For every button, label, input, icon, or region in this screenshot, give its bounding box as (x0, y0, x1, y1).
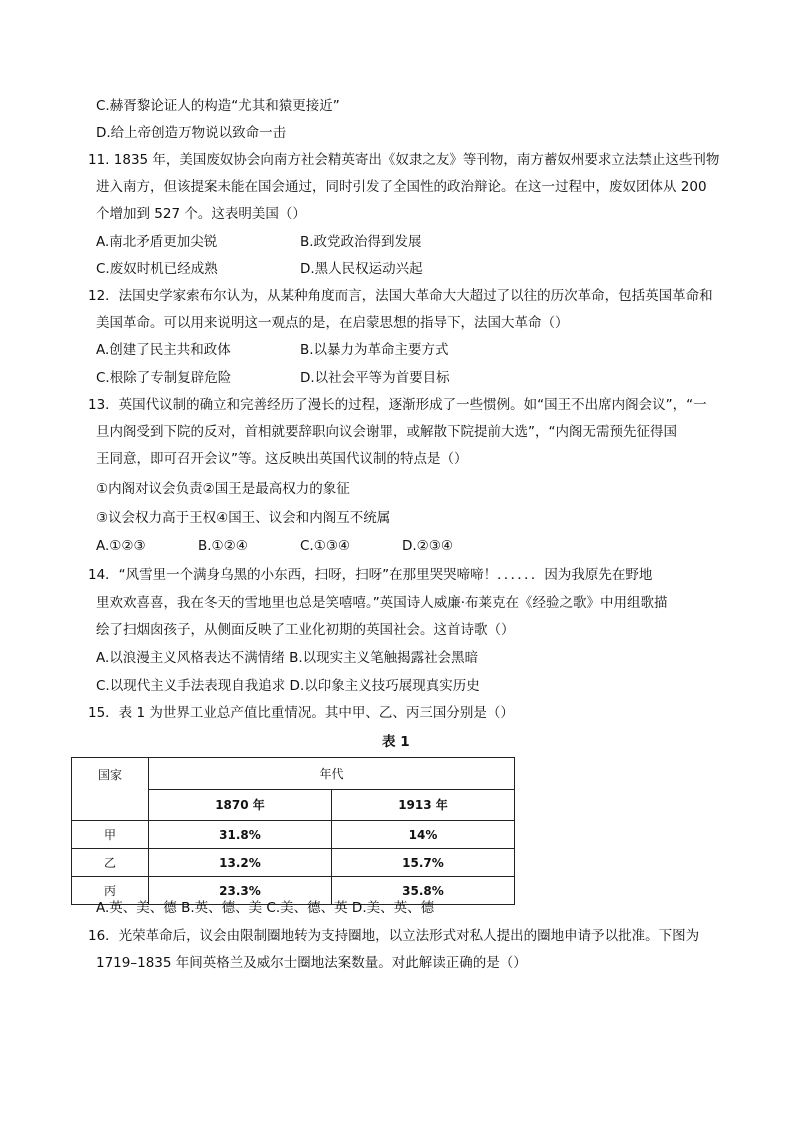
row-value-1913: 14% (332, 821, 515, 849)
table-header-country: 国家 (72, 758, 149, 821)
q13-option-d: D.②③④ (402, 538, 453, 554)
q12-stem-line2: 美国革命。可以用来说明这一观点的是，在启蒙思想的指导下，法国大革命（） (96, 315, 569, 331)
q11-stem-line1: 11. 1835 年，美国废奴协会向南方社会精英寄出《奴隶之友》等刊物，南方蓄奴州要求立法禁止这些刊物 (88, 152, 720, 168)
q14-options-ab: A.以浪漫主义风格表达不满情绪 B.以现实主义笔触揭露社会黑暗 (96, 650, 479, 666)
row-value-1870: 13.2% (149, 849, 332, 877)
q11-stem-line3: 个增加到 527 个。这表明美国（） (96, 206, 306, 222)
q13-option-b: B.①②④ (198, 538, 248, 554)
table-row (72, 821, 515, 849)
q16-stem-line2: 1719–1835 年间英格兰及威尔士圈地法案数量。对此解读正确的是（） (96, 955, 527, 971)
prev-option-d: D.给上帝创造万物说以致命一击 (96, 125, 287, 141)
q16-stem-line1: 16．光荣革命后，议会由限制圈地转为支持圈地，以立法形式对私人提出的圈地申请予以批准。下图为 (88, 928, 700, 944)
q12-option-b: B.以暴力为革命主要方式 (300, 342, 449, 358)
table-caption: 表 1 (382, 734, 410, 750)
row-value-1913: 15.7% (332, 849, 515, 877)
q13-statement-2: ③议会权力高于王权④国王、议会和内阁互不统属 (96, 510, 391, 526)
table-header-1913: 1913 年 (332, 789, 515, 821)
q13-stem-line3: 王同意，即可召开会议”等。这反映出英国代议制的特点是（） (96, 451, 468, 467)
q15-options: A.英、美、德 B.英、德、美 C.美、德、英 D.美、英、德 (96, 900, 435, 916)
q13-option-a: A.①②③ (96, 538, 146, 554)
q13-statement-1: ①内阁对议会负责②国王是最高权力的象征 (96, 481, 350, 497)
industrial-output-table (71, 757, 515, 905)
q11-option-b: B.政党政治得到发展 (300, 234, 422, 250)
q12-stem-line1: 12．法国史学家索布尔认为，从某种角度而言，法国大革命大大超过了以往的历次革命，包括英国革命和 (88, 288, 713, 304)
prev-option-c: C.赫胥黎论证人的构造“尤其和猿更接近” (96, 98, 340, 114)
row-country: 丙 (72, 877, 149, 905)
q14-stem-line3: 绘了扫烟囱孩子，从侧面反映了工业化初期的英国社会。这首诗歌（） (96, 622, 515, 638)
q12-option-c: C.根除了专制复辟危险 (96, 370, 232, 386)
row-country: 甲 (72, 821, 149, 849)
q14-stem-line2: 里欢欢喜喜，我在冬天的雪地里也总是笑嘻嘻。”英国诗人威廉·布莱克在《经验之歌》中用组歌描 (96, 595, 668, 611)
q11-option-a: A.南北矛盾更加尖锐 (96, 234, 218, 250)
table-row (72, 849, 515, 877)
q13-stem-line2: 旦内阁受到下院的反对，首相就要辞职向议会谢罪，或解散下院提前大选”，“内阁无需预先征得国 (96, 424, 677, 440)
row-country: 乙 (72, 849, 149, 877)
row-value-1870: 31.8% (149, 821, 332, 849)
table-header-1870: 1870 年 (149, 789, 332, 821)
q11-option-d: D.黑人民权运动兴起 (300, 261, 423, 277)
q11-option-c: C.废奴时机已经成熟 (96, 261, 218, 277)
q13-stem-line1: 13．英国代议制的确立和完善经历了漫长的过程，逐渐形成了一些惯例。如“国王不出席内阁会议”，“一 (88, 397, 707, 413)
q13-option-c: C.①③④ (300, 538, 351, 554)
q15-stem: 15．表 1 为世界工业总产值比重情况。其中甲、乙、丙三国分别是（） (88, 705, 514, 721)
q14-options-cd: C.以现代主义手法表现自我追求 D.以印象主义技巧展现真实历史 (96, 678, 480, 694)
row-value-1870: 23.3% (149, 877, 332, 905)
q11-stem-line2: 进入南方，但该提案未能在国会通过，同时引发了全国性的政治辩论。在这一过程中，废奴团体从 200 (96, 179, 707, 195)
row-value-1913: 35.8% (332, 877, 515, 905)
q12-option-d: D.以社会平等为首要目标 (300, 370, 450, 386)
table-header-era: 年代 (149, 758, 515, 790)
q12-option-a: A.创建了民主共和政体 (96, 342, 231, 358)
q14-stem-line1: 14．“风雪里一个满身乌黑的小东西，扫呀，扫呀”在那里哭哭啼啼！．．．．．．因为我原先在野地 (88, 567, 653, 583)
